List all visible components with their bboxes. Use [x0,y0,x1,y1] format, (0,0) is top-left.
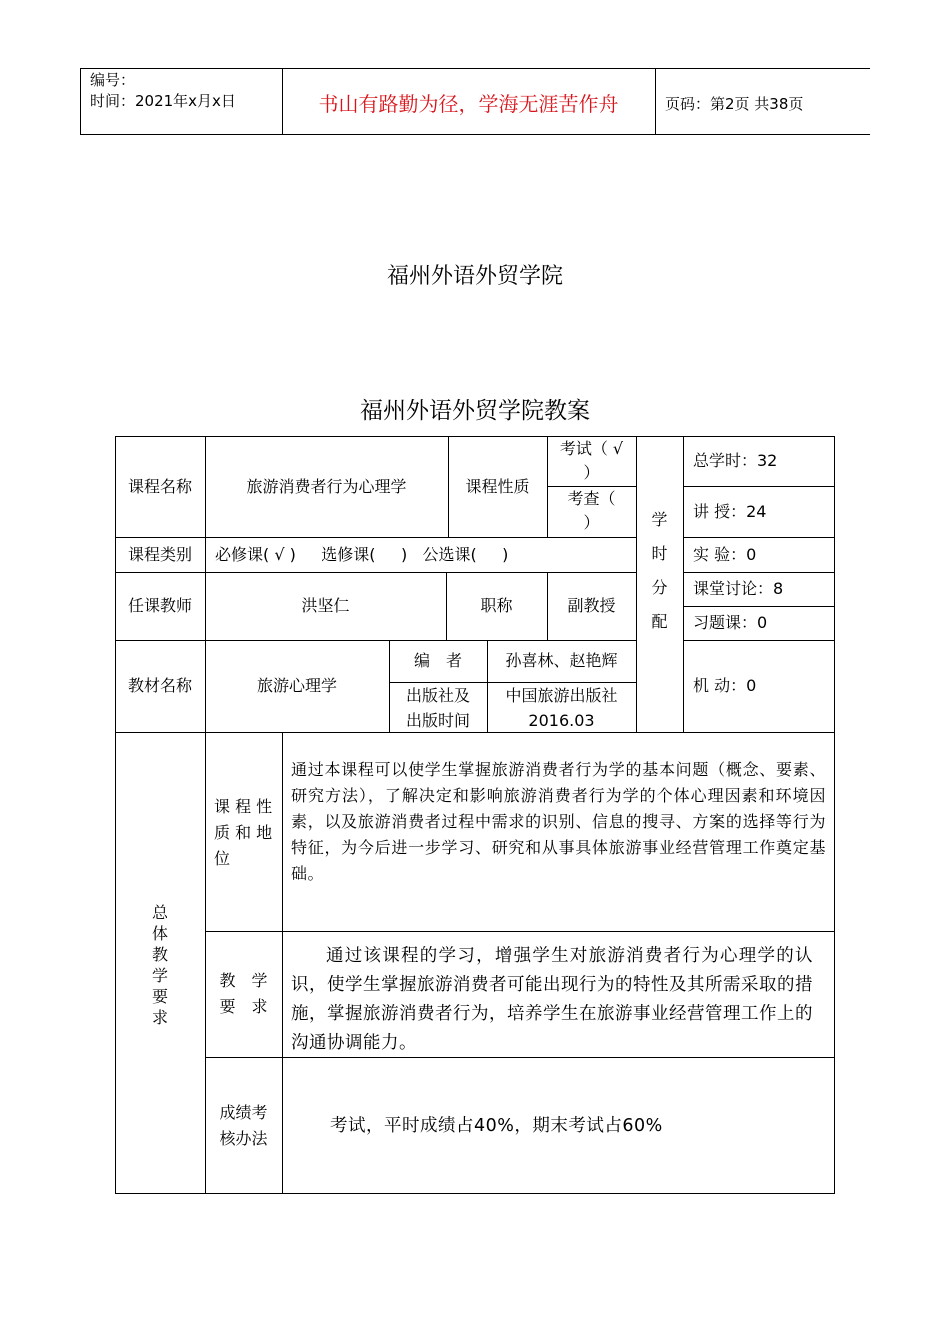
teaching-requirements-label: 教 学 要 求 [219,971,268,1016]
publisher-label: 出版社及 出版时间 [405,686,470,730]
check-option: 考查（ ） [567,489,616,532]
course-name-label: 课程名称 [127,476,192,496]
textbook-name: 旅游心理学 [256,676,337,695]
editor-value: 孙喜林、赵艳辉 [505,651,618,670]
lab-hours: 实 验：0 [693,544,757,564]
grading-label: 成绩考 核办法 [219,1103,268,1148]
doc-title: 福州外语外贸学院教案 [360,398,590,424]
teacher-label: 任课教师 [127,596,192,615]
flexible-hours: 机 动：0 [693,676,757,695]
hours-allocation-label: 学 时 分 配 [651,510,668,631]
nature-text: 通过本课程可以使学生掌握旅游消费者行为学的基本问题（概念、要素、研究方法），了解决定和影响旅游消费者行为学的个体心理因素和环境因素，以及旅游消费者过程中需求的识别、信息的搜寻、方案的选择等行为特征，为今后进一步学习、研究和从事具体旅游事业经营管理工作奠定基础。 [291,760,826,883]
grading-text: 考试，平时成绩占40%，期末考试占60% [330,1116,663,1136]
title-value: 副教授 [567,596,616,615]
lecture-hours: 讲 授：24 [693,501,767,521]
editor-label: 编 者 [413,651,462,670]
publisher-value: 中国旅游出版社 2016.03 [505,686,618,730]
number-label: 编号： [90,71,136,89]
total-hours: 总学时：32 [693,451,778,470]
discussion-hours: 课堂讨论：8 [693,579,784,598]
time-label: 时间：2021年x月x日 [90,92,236,110]
course-name: 旅游消费者行为心理学 [246,476,407,496]
motto: 书山有路勤为径，学海无涯苦作舟 [318,92,619,116]
nature-label: 课 程 性 质 和 地 位 [214,797,273,868]
title-label: 职称 [480,596,513,615]
teacher-name: 洪坚仁 [301,596,350,615]
exercise-hours: 习题课：0 [693,613,768,632]
course-nature-label: 课程性质 [465,476,530,496]
header-divider-2 [655,68,656,135]
overall-requirements-label: 总 体 教 学 要 求 [151,903,168,1027]
textbook-label: 教材名称 [127,676,192,695]
page-label: 页码：第2页 共38页 [665,95,804,113]
course-type-label: 课程类别 [127,544,192,564]
institution-title: 福州外语外贸学院 [386,264,563,289]
exam-option: 考试（ √ ） [559,439,624,482]
course-type-value: 必修课( √ ) 选修课( ) 公选课( ) [215,544,509,564]
teaching-text: 通过该课程的学习，增强学生对旅游消费者行为心理学的认识，使学生掌握旅游消费者可能出现行为的特性及其所需采取的措施，掌握旅游消费者行为，培养学生在旅游事业经营管理工作上的沟通协调能力。 [291,946,813,1053]
